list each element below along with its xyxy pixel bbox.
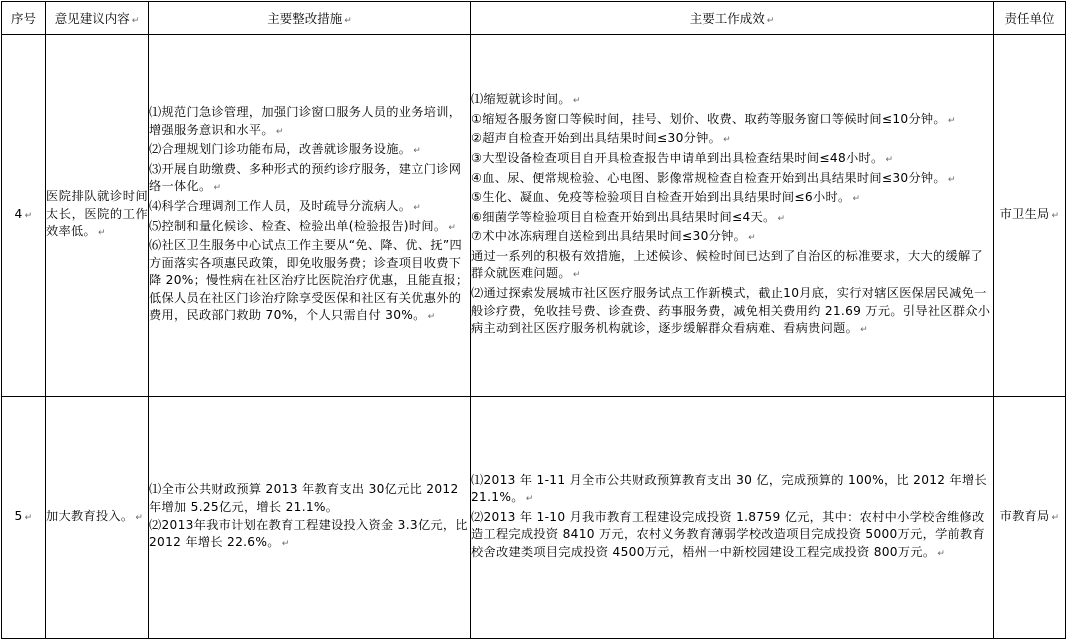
measure-item: ⑵2013年我市计划在教育工程建设投入资金 3.3亿元，比 2012 年增长 22.6%。 ↵: [149, 517, 468, 550]
header-opinion: 意见建议内容 ↵: [46, 2, 149, 35]
result-item: ⑦术中冰冻病理自送检到出具结果时间≤30分钟。 ↵: [471, 229, 756, 244]
result-item: 通过一系列的积极有效措施，上述候诊、候检时间已达到了自治区的标准要求，大大的缓解了群众就医难问题。 ↵: [471, 248, 983, 281]
unit-cell: 市卫生局 ↵: [994, 35, 1066, 397]
measure-item: ⑴规范门急诊管理，加强门诊窗口服务人员的业务培训，增强服务意识和水平。 ↵: [149, 104, 462, 137]
measure-item: ⑸控制和量化候诊、检查、检验出单(检验报告)时间。 ↵: [149, 218, 457, 233]
serial-cell: 4 ↵: [2, 35, 46, 397]
result-item: ②超声自检查开始到出具结果时间≤30分钟。 ↵: [471, 131, 731, 146]
unit-cell: 市教育局 ↵: [994, 397, 1066, 639]
result-item: ⑵通过探索发展城市社区医疗服务试点工作新模式，截止10月底，实行对辖区医保居民减免一般诊疗费，免收挂号费、诊查费、药事服务费，减免相关费用约 21.69 万元。引导社区群众小病主动到社区医疗服务机构就诊，逐步缓解群众看病难、看病贵问题。 ↵: [471, 286, 991, 336]
result-item: ⑴2013 年 1-11 月全市公共财政预算教育支出 30 亿，完成预算的 100%，比 2012 年增长 21.1%。 ↵: [471, 472, 987, 505]
results-cell: [471, 397, 994, 639]
measure-item: ⑹社区卫生服务中心试点工作主要从“免、降、优、抚”四方面落实各项惠民政策，即免收服务费；诊查项目收费下降 20%；慢性病在社区治疗比医院治疗优惠，且能直报；低保人员在社区门诊治疗除享受医保和社区有关优惠外的费用，民政部门救助 70%，个人只需自付 30%。 ↵: [149, 238, 469, 323]
result-item: ⑵2013 年 1-10 月我市教育工程建设完成投资 1.8759 亿元，其中：农村中小学校舍维修改造工程完成投资 8410 万元，农村义务教育薄弱学校改造项目完成投资 5000万元，学前教育校舍改建类项目完成投资 4500万元，梧州一中新校园建设工程完成投资 800万元。 ↵: [471, 509, 986, 559]
serial-cell: 5 ↵: [2, 397, 46, 639]
result-item: ③大型设备检查项目自开具检查报告申请单到出具检查结果时间≤48小时。 ↵: [471, 150, 894, 165]
results-cell: [471, 35, 994, 397]
measure-item: ⑴全市公共财政预算 2013 年教育支出 30亿元比 2012 年增加 5.25亿元，增长 21.1%。: [149, 482, 459, 514]
header-row: [2, 2, 1066, 35]
measure-item: ⑷科学合理调剂工作人员，及时疏导分流病人。 ↵: [149, 198, 422, 213]
header-serial: 序号: [2, 2, 46, 35]
opinion-cell: 医院排队就诊时间太长，医院的工作效率低。 ↵: [46, 35, 149, 397]
header-results: 主要工作成效 ↵: [471, 2, 994, 35]
work-table: [1, 1, 1066, 639]
result-item: ⑴缩短就诊时间。 ↵: [471, 92, 581, 107]
measure-item: ⑵合理规划门诊功能布局，改善就诊服务设施。 ↵: [149, 142, 422, 157]
header-unit: 责任单位: [994, 2, 1066, 35]
measure-item: ⑶开展自助缴费、多种形式的预约诊疗服务，建立门诊网络一体化。 ↵: [149, 161, 462, 194]
table-row: [2, 397, 1066, 639]
result-item: ⑥细菌学等检验项目自检查开始到出具结果时间≤4天。 ↵: [471, 209, 786, 224]
opinion-cell: 加大教育投入。 ↵: [46, 397, 149, 639]
measures-cell: [149, 35, 471, 397]
measures-cell: [149, 397, 471, 639]
header-measures: 主要整改措施 ↵: [149, 2, 471, 35]
result-item: ①缩短各服务窗口等候时间，挂号、划价、收费、取药等服务窗口等候时间≤10分钟。 ↵: [471, 111, 956, 126]
table-row: [2, 35, 1066, 397]
result-item: ④血、尿、便常规检验、心电图、影像常规检查自检查开始到出具结果时间≤30分钟。 ↵: [471, 170, 956, 185]
result-item: ⑤生化、凝血、免疫等检验项目自检查开始到出具结果时间≤6小时。 ↵: [471, 190, 861, 205]
